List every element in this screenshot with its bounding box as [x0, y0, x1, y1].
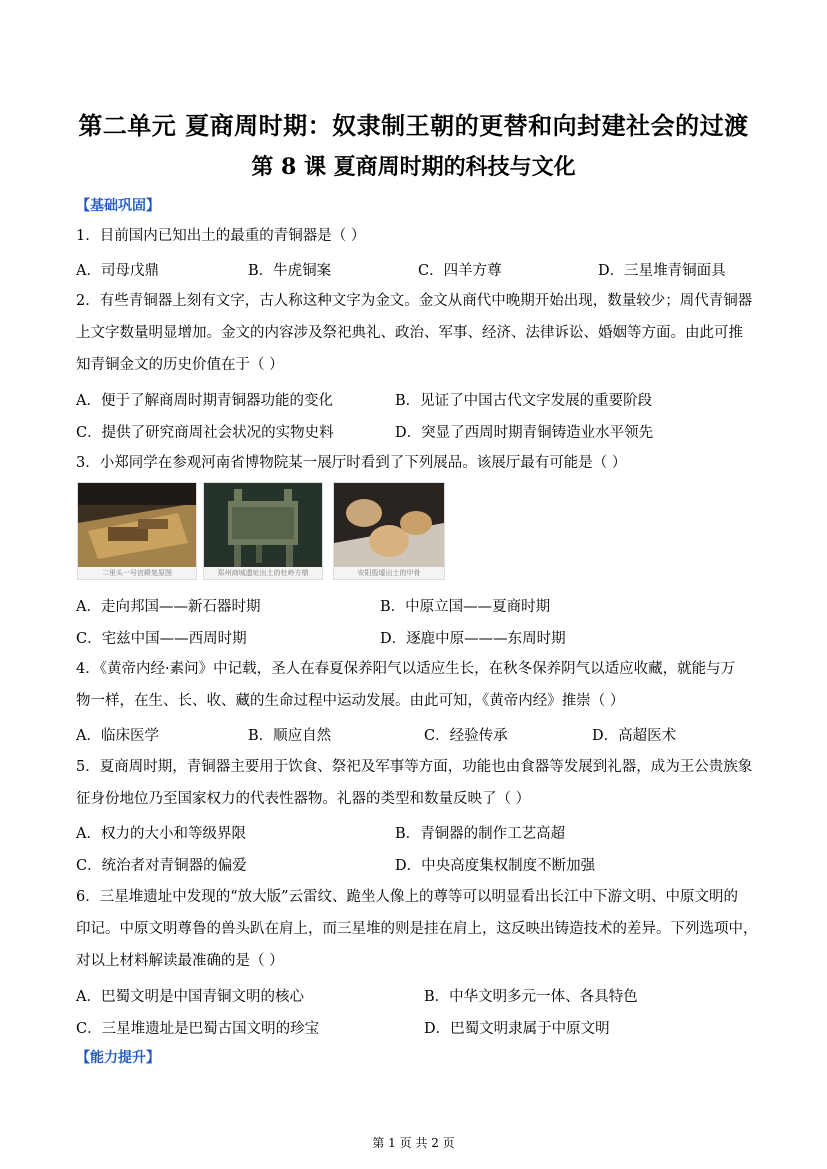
q6-option-a: A．巴蜀文明是中国青铜文明的核心	[76, 989, 304, 1005]
unit-title: 第二单元 夏商周时期：奴隶制王朝的更替和向封建社会的过渡	[78, 111, 749, 140]
section-basic: 【基础巩固】	[76, 198, 160, 214]
q6-line3: 对以上材料解读最准确的是（ ）	[76, 953, 284, 969]
q3-option-c: C．宅兹中国——西周时期	[76, 631, 247, 647]
q3-option-b: B．中原立国——夏商时期	[380, 599, 551, 615]
q1-option-b: B．牛虎铜案	[248, 263, 332, 279]
lesson-title: 第 8 课 夏商周时期的科技与文化	[251, 154, 576, 180]
q2-line3: 知青铜金文的历史价值在于（ ）	[76, 357, 284, 373]
q6-option-c: C．三星堆遗址是巴蜀古国文明的珍宝	[76, 1021, 320, 1037]
q4-option-b: B．顺应自然	[248, 728, 332, 744]
q1-stem: 1．目前国内已知出土的最重的青铜器是（ ）	[76, 228, 366, 244]
q4-option-c: C．经验传承	[424, 728, 508, 744]
q2-option-c: C．提供了研究商周社会状况的实物史料	[76, 425, 334, 441]
q4-line1: 4．《黄帝内经·素问》中记载，圣人在春夏保养阳气以适应生长，在秋冬保养阴气以适应收藏，就能与万	[76, 661, 736, 677]
q6-line2: 印记。中原文明尊鲁的兽头趴在肩上，而三星堆的则是挂在肩上，这反映出铸造技术的差异。下列选项中，	[76, 921, 758, 937]
q3-option-d: D．逐鹿中原———东周时期	[380, 631, 566, 647]
bronze-ding-caption: 郑州商城遗址出土的杜岭方鼎	[204, 567, 322, 579]
q4-option-d: D．高超医术	[592, 728, 677, 744]
q6-option-d: D．巴蜀文明隶属于中原文明	[424, 1021, 610, 1037]
q4-option-a: A．临床医学	[76, 728, 159, 744]
q2-line2: 上文字数量明显增加。金文的内容涉及祭祀典礼、政治、军事、经济、法律诉讼、婚姻等方面。由此可推	[76, 325, 743, 341]
q6-option-b: B．中华文明多元一体、各具特色	[424, 989, 638, 1005]
q5-line2: 征身份地位乃至国家权力的代表性器物。礼器的类型和数量反映了（ ）	[76, 791, 531, 807]
q1-option-c: C．四羊方尊	[418, 263, 502, 279]
q5-line1: 5．夏商周时期，青铜器主要用于饮食、祭祀及军事等方面，功能也由食器等发展到礼器，成为王公贵族象	[76, 759, 753, 775]
section-advanced: 【能力提升】	[76, 1050, 160, 1066]
q2-option-b: B．见证了中国古代文字发展的重要阶段	[395, 393, 653, 409]
oracle-bone-caption: 安阳殷墟出土的甲骨	[334, 567, 444, 579]
palace-model-caption: 二里头一号宫殿复原图	[78, 567, 196, 579]
q5-option-b: B．青铜器的制作工艺高超	[395, 826, 566, 842]
q2-line1: 2．有些青铜器上刻有文字，古人称这种文字为金文。金文从商代中晚期开始出现，数量较少；周代青铜器	[76, 293, 753, 309]
q5-option-d: D．中央高度集权制度不断加强	[395, 858, 596, 874]
page-footer: 第 1 页 共 2 页	[372, 1136, 455, 1150]
q3-option-a: A．走向邦国——新石器时期	[76, 599, 261, 615]
q5-option-c: C．统治者对青铜器的偏爱	[76, 858, 247, 874]
q2-option-a: A．便于了解商周时期青铜器功能的变化	[76, 393, 333, 409]
q2-option-d: D．突显了西周时期青铜铸造业水平领先	[395, 425, 654, 441]
oracle-bone-photo	[333, 482, 445, 580]
q4-line2: 物一样，在生、长、收、藏的生命过程中运动发展。由此可知，《黄帝内经》推崇（ ）	[76, 693, 625, 709]
bronze-ding-photo	[203, 482, 323, 580]
palace-model-photo	[77, 482, 197, 580]
q6-line1: 6．三星堆遗址中发现的“放大版”云雷纹、跪坐人像上的尊等可以明显看出长江中下游文明、中原文明的	[76, 889, 739, 905]
q5-option-a: A．权力的大小和等级界限	[76, 826, 246, 842]
q1-option-a: A．司母戊鼎	[76, 263, 159, 279]
q1-option-d: D．三星堆青铜面具	[598, 263, 726, 279]
q3-stem: 3．小郑同学在参观河南省博物院某一展厅时看到了下列展品。该展厅最有可能是（ ）	[76, 455, 627, 471]
